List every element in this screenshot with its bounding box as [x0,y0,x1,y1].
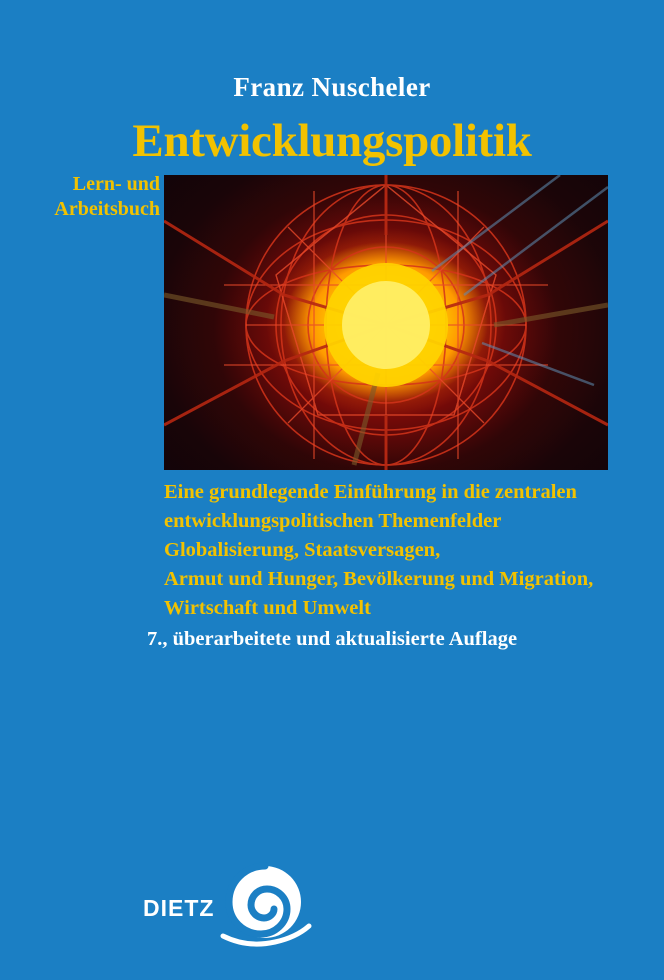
cover-blurb [164,478,616,624]
publisher-logo [143,862,383,947]
edition-statement: 7., überarbeitete und aktualisierte Auflage [146,628,518,650]
blurb-line-2: entwicklungspolitischen Themenfelder [164,510,502,533]
blurb-line-3: Globalisierung, Staatsversagen, [164,539,441,562]
blurb-line-4: Armut und Hunger, Bevölkerung und Migration, [164,568,594,591]
publisher-name: DIETZ [143,895,215,921]
geodesic-dome-icon [164,175,608,470]
series-label-line2: Arbeitsbuch [54,198,160,220]
series-label-line1: Lern- und [72,173,160,195]
author-name: Franz Nuscheler [233,72,431,102]
blurb-line-5: Wirtschaft und Umwelt [164,597,371,620]
book-title: Entwicklungspolitik [132,115,532,167]
series-label [30,172,160,222]
cover-artwork [164,175,608,470]
dietz-spiral-icon [205,862,325,947]
blurb-line-1: Eine grundlegende Einführung in die zentralen [164,481,577,503]
